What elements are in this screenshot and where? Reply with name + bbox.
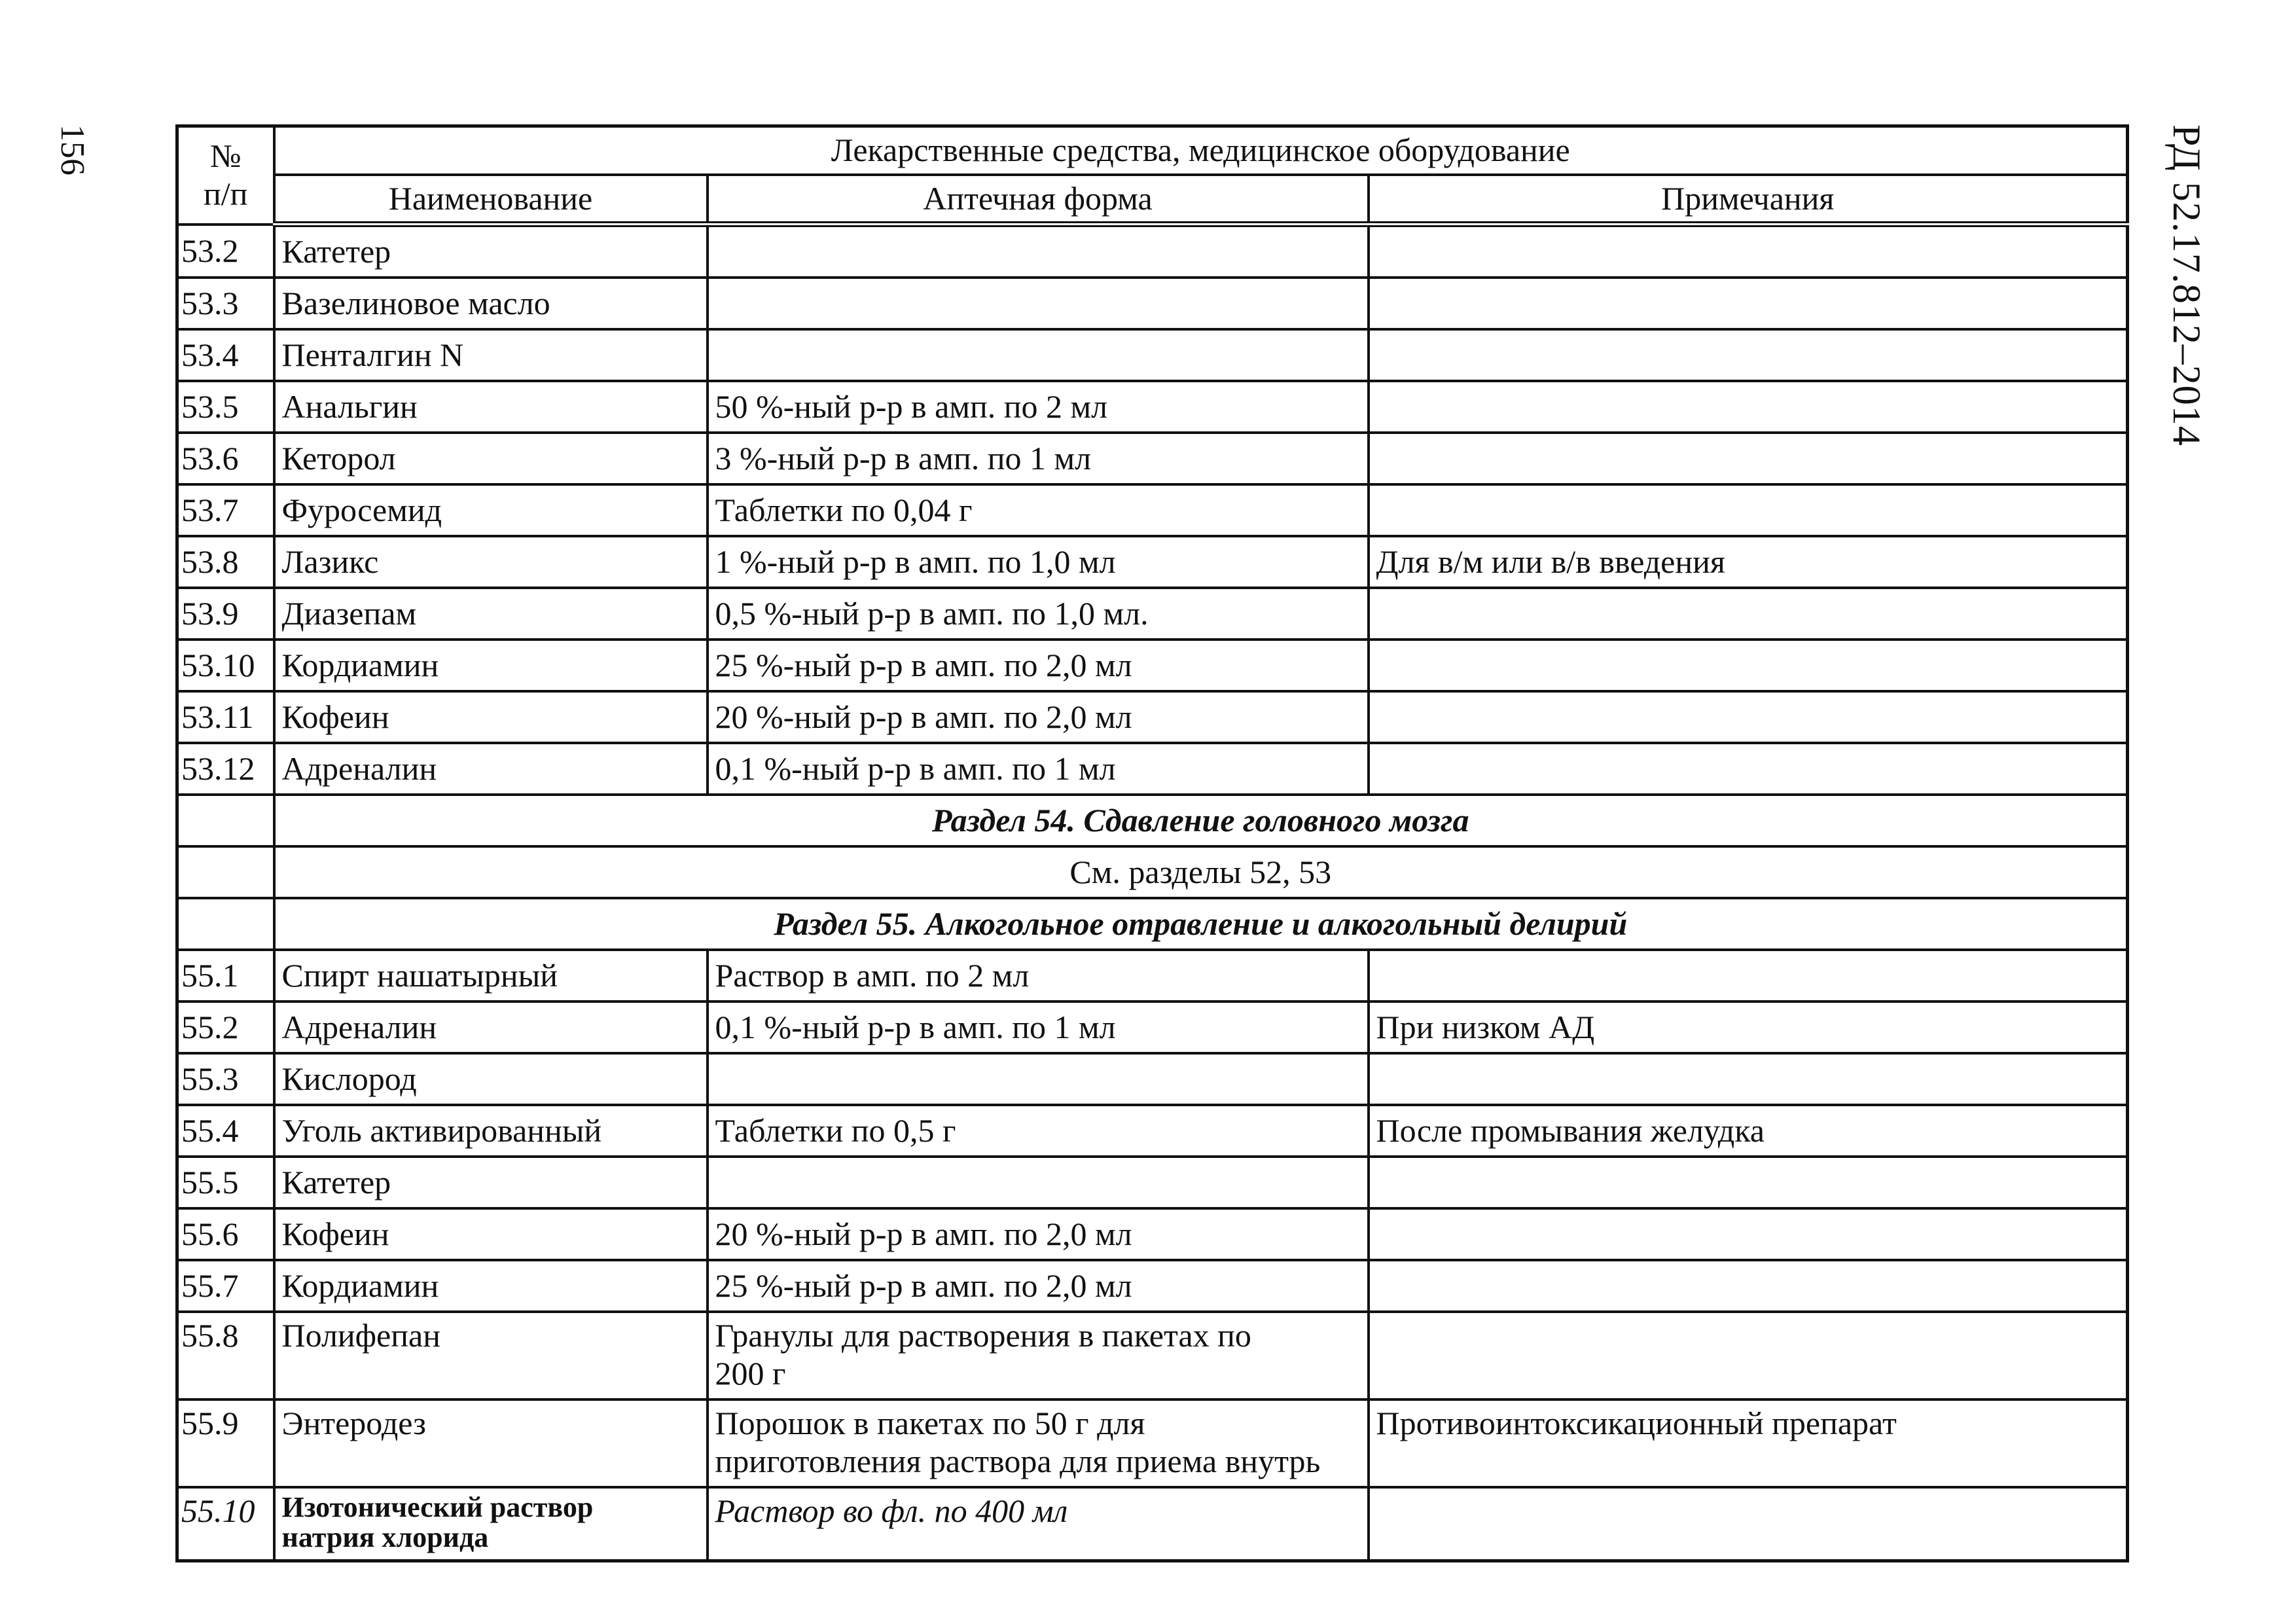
cell-number: 55.3 [177, 1053, 274, 1105]
page-number: 156 [54, 124, 91, 175]
cell-name: Лазикс [274, 536, 708, 588]
cell-number: 53.8 [177, 536, 274, 588]
cell-form: Раствор в амп. по 2 мл [708, 950, 1369, 1001]
cell-form-line: приготовления раствора для приема внутрь [715, 1442, 1321, 1479]
table-row [177, 381, 2128, 433]
document-code: РД 52.17.812–2014 [2165, 124, 2208, 446]
header-row-group [177, 126, 2128, 175]
cell-note [1369, 381, 2128, 433]
cell-note [1369, 588, 2128, 640]
cell-number: 55.5 [177, 1157, 274, 1208]
cell-number: 55.9 [177, 1399, 274, 1487]
cell-form-line: Гранулы для растворения в пакетах по [715, 1317, 1251, 1354]
cell-number: 55.1 [177, 950, 274, 1001]
cell-note [1369, 1260, 2128, 1312]
cell-note [1369, 1208, 2128, 1260]
cell-number: 53.10 [177, 640, 274, 691]
cell-form [708, 225, 1369, 278]
cell-form: 1 %-ный р-р в амп. по 1,0 мл [708, 536, 1369, 588]
cell-name: Энтеродез [274, 1399, 708, 1487]
cell-number [177, 795, 274, 846]
cell-note [1369, 1053, 2128, 1105]
medication-table [175, 124, 2129, 1562]
cell-form: 3 %-ный р-р в амп. по 1 мл [708, 433, 1369, 484]
cell-form: 20 %-ный р-р в амп. по 2,0 мл [708, 691, 1369, 743]
cell-note [1369, 691, 2128, 743]
table-row [177, 1053, 2128, 1105]
table-row [177, 536, 2128, 588]
section-heading-row [177, 898, 2128, 950]
table-row [177, 588, 2128, 640]
cell-number: 53.6 [177, 433, 274, 484]
cell-note: Противоинтоксикационный препарат [1369, 1399, 2128, 1487]
header-group-title: Лекарственные средства, медицинское оборудование [274, 126, 2128, 175]
table-row [177, 484, 2128, 536]
cell-form [708, 1312, 1369, 1399]
cell-number: 53.5 [177, 381, 274, 433]
cell-note [1369, 225, 2128, 278]
cell-name: Катетер [274, 225, 708, 278]
cell-name: Спирт нашатырный [274, 950, 708, 1001]
table-row [177, 640, 2128, 691]
cell-number: 53.7 [177, 484, 274, 536]
table-row [177, 1312, 2128, 1399]
cell-note [1369, 743, 2128, 795]
table-row [177, 1399, 2128, 1487]
table-row [177, 1105, 2128, 1157]
cell-note: При низком АД [1369, 1001, 2128, 1053]
cell-name: Вазелиновое масло [274, 278, 708, 329]
cell-name: Диазепам [274, 588, 708, 640]
cell-number: 55.6 [177, 1208, 274, 1260]
cell-note [1369, 1487, 2128, 1561]
cell-note [1369, 433, 2128, 484]
cell-name: Катетер [274, 1157, 708, 1208]
cell-form: 25 %-ный р-р в амп. по 2,0 мл [708, 640, 1369, 691]
cell-number: 55.7 [177, 1260, 274, 1312]
header-form: Аптечная форма [708, 175, 1369, 225]
cell-name: Кордиамин [274, 640, 708, 691]
table-row [177, 1208, 2128, 1260]
cell-form [708, 278, 1369, 329]
cell-name: Кислород [274, 1053, 708, 1105]
cell-number [177, 898, 274, 950]
cell-form: 25 %-ный р-р в амп. по 2,0 мл [708, 1260, 1369, 1312]
header-row-columns [177, 175, 2128, 225]
cell-form: 0,5 %-ный р-р в амп. по 1,0 мл. [708, 588, 1369, 640]
table-row [177, 691, 2128, 743]
header-name: Наименование [274, 175, 708, 225]
cell-form: 20 %-ный р-р в амп. по 2,0 мл [708, 1208, 1369, 1260]
header-number-abbr: п/п [204, 175, 248, 212]
cell-form: Раствор во фл. по 400 мл [708, 1487, 1369, 1561]
cell-note: После промывания желудка [1369, 1105, 2128, 1157]
cell-number: 53.4 [177, 329, 274, 381]
cell-number: 53.12 [177, 743, 274, 795]
section-note-row [177, 846, 2128, 898]
cell-note [1369, 640, 2128, 691]
table-row [177, 225, 2128, 278]
cell-name [274, 1487, 708, 1561]
cell-form [708, 1399, 1369, 1487]
cell-note [1369, 950, 2128, 1001]
cell-note: Для в/м или в/в введения [1369, 536, 2128, 588]
cell-name: Адреналин [274, 743, 708, 795]
cell-number: 55.8 [177, 1312, 274, 1399]
cell-number: 55.10 [177, 1487, 274, 1561]
header-number-symbol: № [209, 137, 242, 175]
cell-form: 0,1 %-ный р-р в амп. по 1 мл [708, 1001, 1369, 1053]
table-row [177, 950, 2128, 1001]
section-54-note: См. разделы 52, 53 [274, 846, 2128, 898]
cell-form [708, 1053, 1369, 1105]
cell-form: 50 %-ный р-р в амп. по 2 мл [708, 381, 1369, 433]
cell-form [708, 1157, 1369, 1208]
cell-name: Фуросемид [274, 484, 708, 536]
cell-note [1369, 484, 2128, 536]
section-54-title: Раздел 54. Сдавление головного мозга [274, 795, 2128, 846]
cell-number: 55.4 [177, 1105, 274, 1157]
section-heading-row [177, 795, 2128, 846]
cell-name: Уголь активированный [274, 1105, 708, 1157]
table-row [177, 1260, 2128, 1312]
cell-name: Пенталгин N [274, 329, 708, 381]
cell-form: Таблетки по 0,04 г [708, 484, 1369, 536]
cell-form [708, 329, 1369, 381]
table-row [177, 1157, 2128, 1208]
section-55-title: Раздел 55. Алкогольное отравление и алкогольный делирий [274, 898, 2128, 950]
table-row [177, 278, 2128, 329]
cell-form-line: Порошок в пакетах по 50 г для [715, 1405, 1145, 1441]
table-row [177, 433, 2128, 484]
cell-form: 0,1 %-ный р-р в амп. по 1 мл [708, 743, 1369, 795]
table-row [177, 329, 2128, 381]
cell-note [1369, 278, 2128, 329]
cell-name: Кофеин [274, 691, 708, 743]
header-number [177, 126, 274, 225]
cell-form: Таблетки по 0,5 г [708, 1105, 1369, 1157]
cell-name-line: Изотонический раствор [281, 1491, 594, 1523]
cell-name: Кордиамин [274, 1260, 708, 1312]
cell-number: 53.2 [177, 225, 274, 278]
cell-number: 53.9 [177, 588, 274, 640]
cell-note [1369, 1312, 2128, 1399]
table-row [177, 1001, 2128, 1053]
cell-note [1369, 1157, 2128, 1208]
cell-name: Анальгин [274, 381, 708, 433]
cell-number [177, 846, 274, 898]
cell-form-line: 200 г [715, 1354, 786, 1392]
header-notes: Примечания [1369, 175, 2128, 225]
table-row [177, 743, 2128, 795]
cell-name: Адреналин [274, 1001, 708, 1053]
cell-name: Кофеин [274, 1208, 708, 1260]
cell-number: 53.3 [177, 278, 274, 329]
cell-number: 53.11 [177, 691, 274, 743]
cell-number: 55.2 [177, 1001, 274, 1053]
cell-note [1369, 329, 2128, 381]
table-row [177, 1487, 2128, 1561]
cell-name: Кеторол [274, 433, 708, 484]
cell-name-line: натрия хлорида [281, 1521, 489, 1554]
cell-name: Полифепан [274, 1312, 708, 1399]
